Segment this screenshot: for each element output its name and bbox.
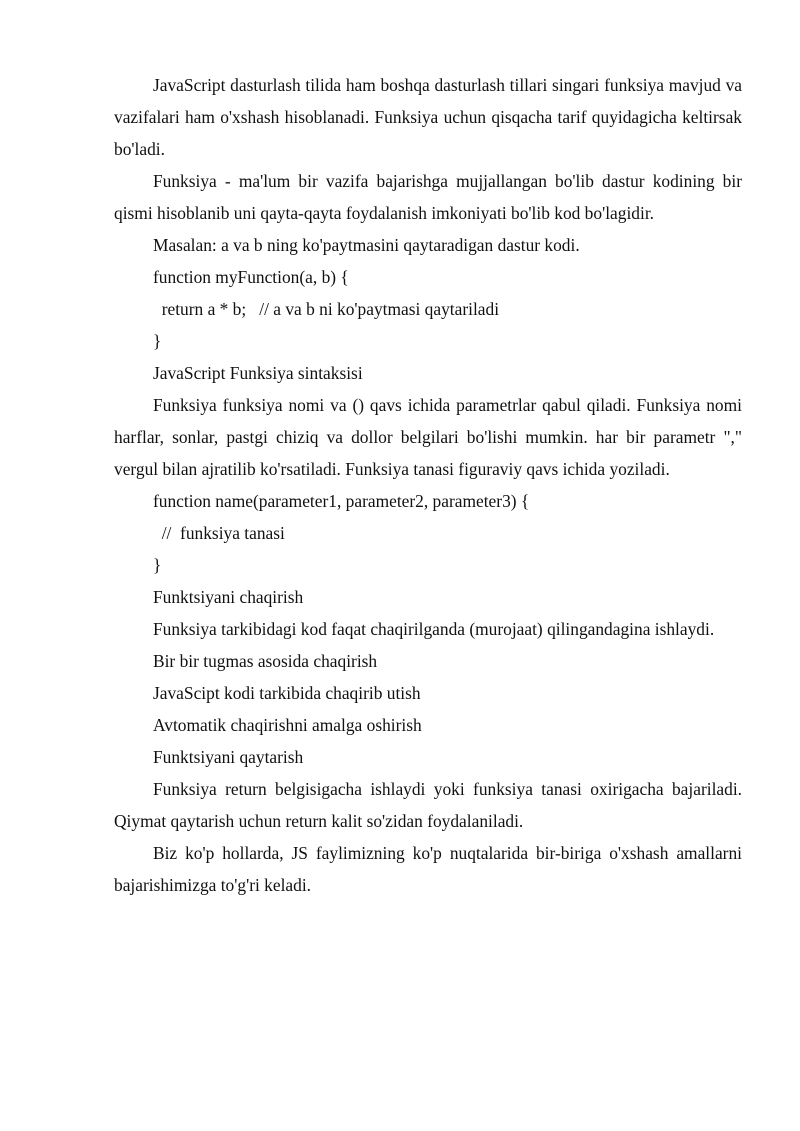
list-item-auto-call: Avtomatik chaqirishni amalga oshirish <box>153 715 422 735</box>
section-heading-return: Funktsiyani qaytarish <box>153 747 304 767</box>
section-heading-syntax: JavaScript Funksiya sintaksisi <box>153 363 363 383</box>
code-line-function-declaration: function myFunction(a, b) { <box>153 267 349 287</box>
paragraph-return: Funksiya return belgisigacha ishlaydi yoki funksiya tanasi oxirigacha bajariladi. Qiymat qaytarish uchun return kalit so'zidan foydalaniladi. <box>114 779 742 831</box>
code-line-comment: // funksiya tanasi <box>153 523 285 543</box>
paragraph-example-intro: Masalan: a va b ning ko'paytmasini qaytaradigan dastur kodi. <box>153 235 580 255</box>
section-heading-calling: Funktsiyani chaqirish <box>153 587 304 607</box>
paragraph-intro: JavaScript dasturlash tilida ham boshqa dasturlash tillari singari funksiya mavjud va vazifalari ham o'xshash hisoblanadi. Funksiya uchun qisqacha tarif quyidagicha keltirsak bo'ladi. <box>114 75 742 159</box>
code-line-closing-brace-2: } <box>153 555 162 575</box>
list-item-code-call: JavaScipt kodi tarkibida chaqirib utish <box>153 683 421 703</box>
paragraph-syntax: Funksiya funksiya nomi va () qavs ichida parametrlar qabul qiladi. Funksiya nomi harflar, sonlar, pastgi chiziq va dollor belgilari bo'lishi mumkin. har bir parametr "," vergul bilan ajratilib ko'rsatiladi. Funksiya tanasi figuraviy qavs ichida yoziladi. <box>114 395 742 479</box>
code-line-return: return a * b; // a va b ni ko'paytmasi qaytariladi <box>153 299 500 319</box>
code-line-closing-brace: } <box>153 331 162 351</box>
document-body <box>114 69 742 901</box>
paragraph-closing: Biz ko'p hollarda, JS faylimizning ko'p nuqtalarida bir-biriga o'xshash amallarni bajarishimizga to'g'ri keladi. <box>114 843 742 895</box>
paragraph-definition: Funksiya - ma'lum bir vazifa bajarishga mujjallangan bo'lib dastur kodining bir qismi hisoblanib uni qayta-qayta foydalanish imkoniyati bo'lib kod bo'lagidir. <box>114 171 742 223</box>
code-line-function-name: function name(parameter1, parameter2, parameter3) { <box>153 491 530 511</box>
list-item-button-call: Bir bir tugmas asosida chaqirish <box>153 651 378 671</box>
paragraph-calling: Funksiya tarkibidagi kod faqat chaqirilganda (murojaat) qilingandagina ishlaydi. <box>153 619 715 639</box>
